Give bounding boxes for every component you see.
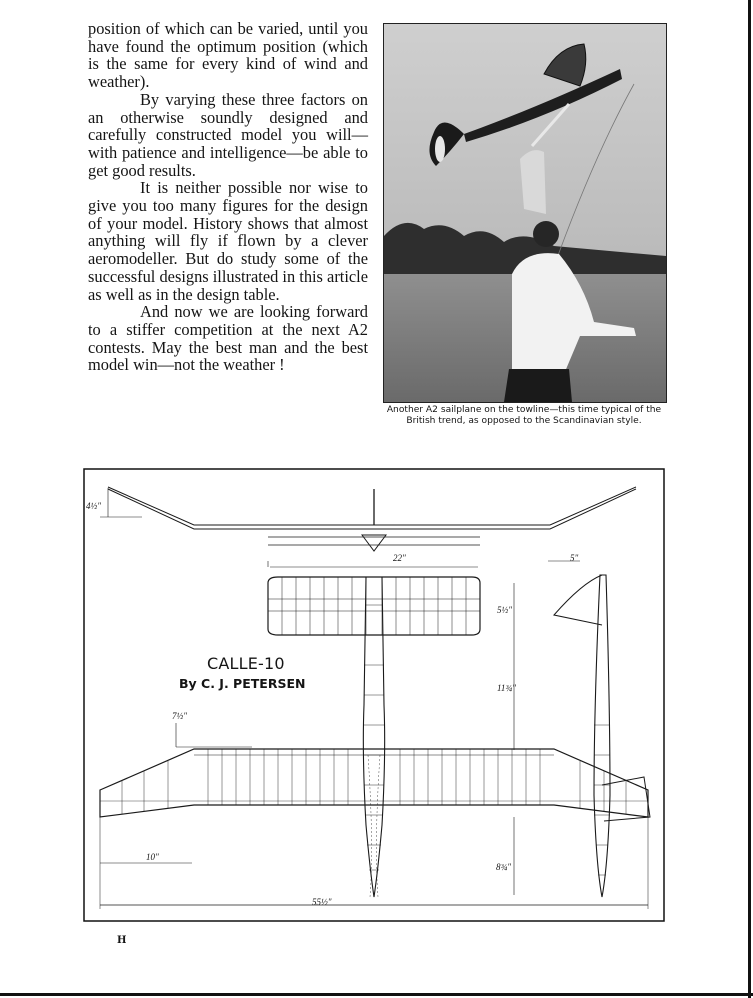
plan-author: By C. J. PETERSEN <box>179 676 306 691</box>
dim-wingspan: 55½" <box>312 897 332 907</box>
article-paragraph-2: By varying these three factors on an otherwise soundly designed and carefully constructed model you will—with patience and intelligence—be able to get good results. <box>88 89 368 180</box>
dim-fin-chord: 5" <box>570 553 579 563</box>
page-border-right <box>748 0 751 998</box>
article-paragraph-1: position of which can be varied, until you have found the optimum position (which is the same for every kind of wind and weather). <box>88 19 368 92</box>
article-paragraph-4: And now we are looking forward to a stiffer competition at the next A2 contests. May the best man and the best model win—not the weather ! <box>88 302 368 375</box>
sailplane-photo <box>383 23 667 403</box>
dim-tip-length: 10" <box>146 852 159 862</box>
plan-drawing <box>82 465 666 923</box>
page-mark: H <box>117 935 127 946</box>
dim-dihedral: 4½" <box>86 501 102 511</box>
dim-nose-length: 8¾" <box>496 862 512 872</box>
article-text <box>88 20 368 374</box>
dim-tailplane-span: 22" <box>393 553 406 563</box>
plan-title: CALLE-10 <box>207 654 285 673</box>
article-paragraph-3: It is neither possible nor wise to give you too many figures for the design of your model. History shows that almost anything will fly if flown by a clever aeromodeller. But do study some of the successful designs illustrated in this article as well as in the design table. <box>88 178 368 304</box>
dim-wing-chord: 7½" <box>172 711 188 721</box>
page-border-bottom <box>0 993 753 996</box>
dim-tail-chord: 5½" <box>497 605 513 615</box>
photo-caption: Another A2 sailplane on the towline—this time typical of the British trend, as opposed to the Scandinavian style. <box>386 405 662 426</box>
dim-nose-moment: 11¾" <box>497 683 516 693</box>
